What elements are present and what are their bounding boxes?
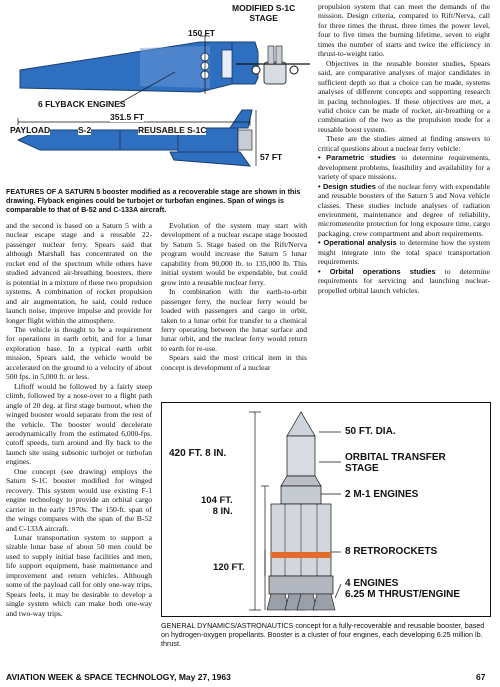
- list-item-heading: • Operational analysis: [318, 238, 397, 248]
- label-retrorockets: 8 RETROROCKETS: [345, 546, 438, 557]
- label-orbital-transfer-stage: ORBITAL TRANSFER STAGE: [345, 452, 446, 474]
- col1-paragraph: The vehicle is thought to be a requirement for operations in earth orbit, and for a lunar exploration base. In a typical earth orbit mission, Spears said, the vehicle would be accelerated on the ground to a velocity of about 500 fps. in 5,000 ft. or less.: [6, 324, 152, 382]
- list-item-text: to determine requirements, development problems, feasibility and availability for a variety of space missions.: [318, 153, 490, 182]
- article-column-3: [318, 2, 490, 295]
- col3-list-item: [318, 153, 490, 181]
- label-s2: S-2: [78, 125, 92, 135]
- list-item-text: to determine requirements for servicing and launching nuclear-propelled orbital launch vehicles.: [318, 266, 490, 295]
- list-item-text: to determine how the system might integrate into the total space transportation requirements.: [318, 238, 490, 267]
- col3-paragraph: propulsion system that can meet the demands of the mission. Design criteria, compared to Rift/Nerva, call for three times the thrust, three times the power level, four to five times the burning lifetime, seven to eight times the number of starts and twice the efficiency in thrust-to-weight ratio.: [318, 2, 490, 59]
- col1-paragraph: Lunar transportation system to support a sizable lunar base of about 50 men could be used to supply initial base facilities and men, life support equipment, base maintenance and improvement and return vehicles. Although some of the payload call for only one-way trips, Spears feels, it may be desirable to develop a single system which can make both one-way and two-way trips.: [6, 532, 152, 618]
- label-reusable-s1c: REUSABLE S-1C: [138, 125, 207, 135]
- col3-paragraph: These are the studies aimed at finding answers to critical questions about a nuclear ferry vehicle:: [318, 134, 490, 153]
- col2-paragraph: Evolution of the system may start with development of a nuclear escape stage boosted by Saturn 5. Stage based on the Rift/Nerva program would increase the Saturn 5 lunar capability from 90,000 lb. to 135,000 lb. This initial system would be expendable, but could grow into a reusable nuclear ferry.: [161, 221, 307, 287]
- list-item-heading: • Design studies: [318, 181, 376, 191]
- col3-paragraph: Objectives in the reusable booster studies, Spears said, are comparative analyses of major candidates in sufficient depth so that a choice can be made, systems analyses of different concepts and supporting research in pacing technologies. If these objectives are met, a valid choice can be made of rocket, air-breathing or a combination of the two as the propulsion mode for a reusable boost system.: [318, 58, 490, 134]
- label-351-ft: 351.5 FT: [110, 112, 145, 122]
- col2-paragraph: Spears said the most critical item in this concept is development of a nuclear: [161, 353, 307, 372]
- article-column-1: [6, 221, 152, 618]
- figure1-caption-text: FEATURES OF A SATURN 5 booster modified as a recoverable stage are shown in this drawing. Flyback engines could be turbojet or turbofan engines. Span of wings is comparable to that of B-52 and C-133A aircraft.: [6, 187, 301, 214]
- col1-paragraph: One concept (see drawing) employs the Saturn S-1C booster modified for winged recovery. This system would use existing F-1 engine technology to provide an orbital cargo carrier in the early 1970s. The 150-ft. span of the wings compares with the span of the B-52 and C-133A aircraft.: [6, 466, 152, 533]
- page-number: 67: [476, 672, 486, 682]
- label-four-engines: 4 ENGINES 6.25 M THRUST/ENGINE: [345, 578, 461, 600]
- list-item-text: of the nuclear ferry with expendable and reusable boosters of the Saturn 5 and Nova vehicle classes. These studies include analyses of radiation environment, maintenance and degree of reliability, micrometeorite protection for long exposure time, cargo packaging, crew compartment and abort requirements.: [318, 181, 490, 238]
- col1-paragraph: Liftoff would be followed by a fairly steep climb, followed by a nose-over to a flight path angle of 20 deg. at first stage burnout, when the winged booster would separate from the rest of the vehicle. The booster would decelerate aerodynamically from the estimated 6,000-fps. cutoff speeds, turn around and fly back to the launch site using subsonic turbojet or turbofan engines.: [6, 381, 152, 467]
- label-57-ft: 57 FT: [260, 152, 283, 162]
- dim-total-height: 420 FT. 8 IN.: [169, 448, 227, 459]
- col1-paragraph: and the second is based on a Saturn 5 with a nuclear escape stage and a reusable 22-passenger nuclear ferry. Spears said that although Marshall has concentrated on the rocket end of the spectrum while others have studied advanced air-breathing boosters, there is potential in a mixture of these two propulsion systems. A combination of rocket propulsion and air augmentation, he said, could reduce launch noise, improve impulse and provide for longer flight within the atmosphere.: [6, 221, 152, 325]
- label-modified-stage: MODIFIED S-1C STAGE: [232, 3, 296, 23]
- figure2-caption-text: GENERAL DYNAMICS/ASTRONAUTICS concept for a fully-recoverable and reusable booster, based on hydrogen-oxygen propellants. Booster is a cluster of four engines, each developing 6.25 million lb. thrust.: [161, 621, 485, 648]
- figure1-caption: [6, 188, 312, 214]
- figure-general-dynamics-booster: [161, 402, 491, 617]
- list-item-heading: • Orbital operations studies: [318, 266, 436, 276]
- figure2-caption: [161, 622, 491, 648]
- label-flyback-engines: 6 FLYBACK ENGINES: [38, 99, 126, 109]
- figure-saturn-recoverable: [0, 0, 312, 187]
- col3-list-item: [318, 238, 490, 266]
- label-m1-engines: 2 M-1 ENGINES: [345, 489, 419, 500]
- col3-list-item: [318, 182, 490, 239]
- col3-list-item: [318, 267, 490, 295]
- label-150-ft: 150 FT: [188, 28, 215, 38]
- label-payload: PAYLOAD: [10, 125, 51, 135]
- dim-upper-height: 104 FT. 8 IN.: [201, 495, 233, 517]
- col2-paragraph: In combination with the earth-to-orbit passenger ferry, the nuclear ferry would be loaded with passengers and cargo in orbit, taken to a lunar orbit for transfer to a chemical ferry operating between the lunar surface and lunar orbit, and the nuclear ferry would return to earth for re-use.: [161, 287, 307, 353]
- label-50-ft-dia: 50 FT. DIA.: [345, 426, 396, 437]
- article-column-2: [161, 221, 307, 372]
- footer-publication: AVIATION WEEK & SPACE TECHNOLOGY, May 27, 1963: [6, 672, 231, 682]
- dim-lower-height: 120 FT.: [213, 562, 245, 573]
- list-item-heading: • Parametric studies: [318, 153, 396, 163]
